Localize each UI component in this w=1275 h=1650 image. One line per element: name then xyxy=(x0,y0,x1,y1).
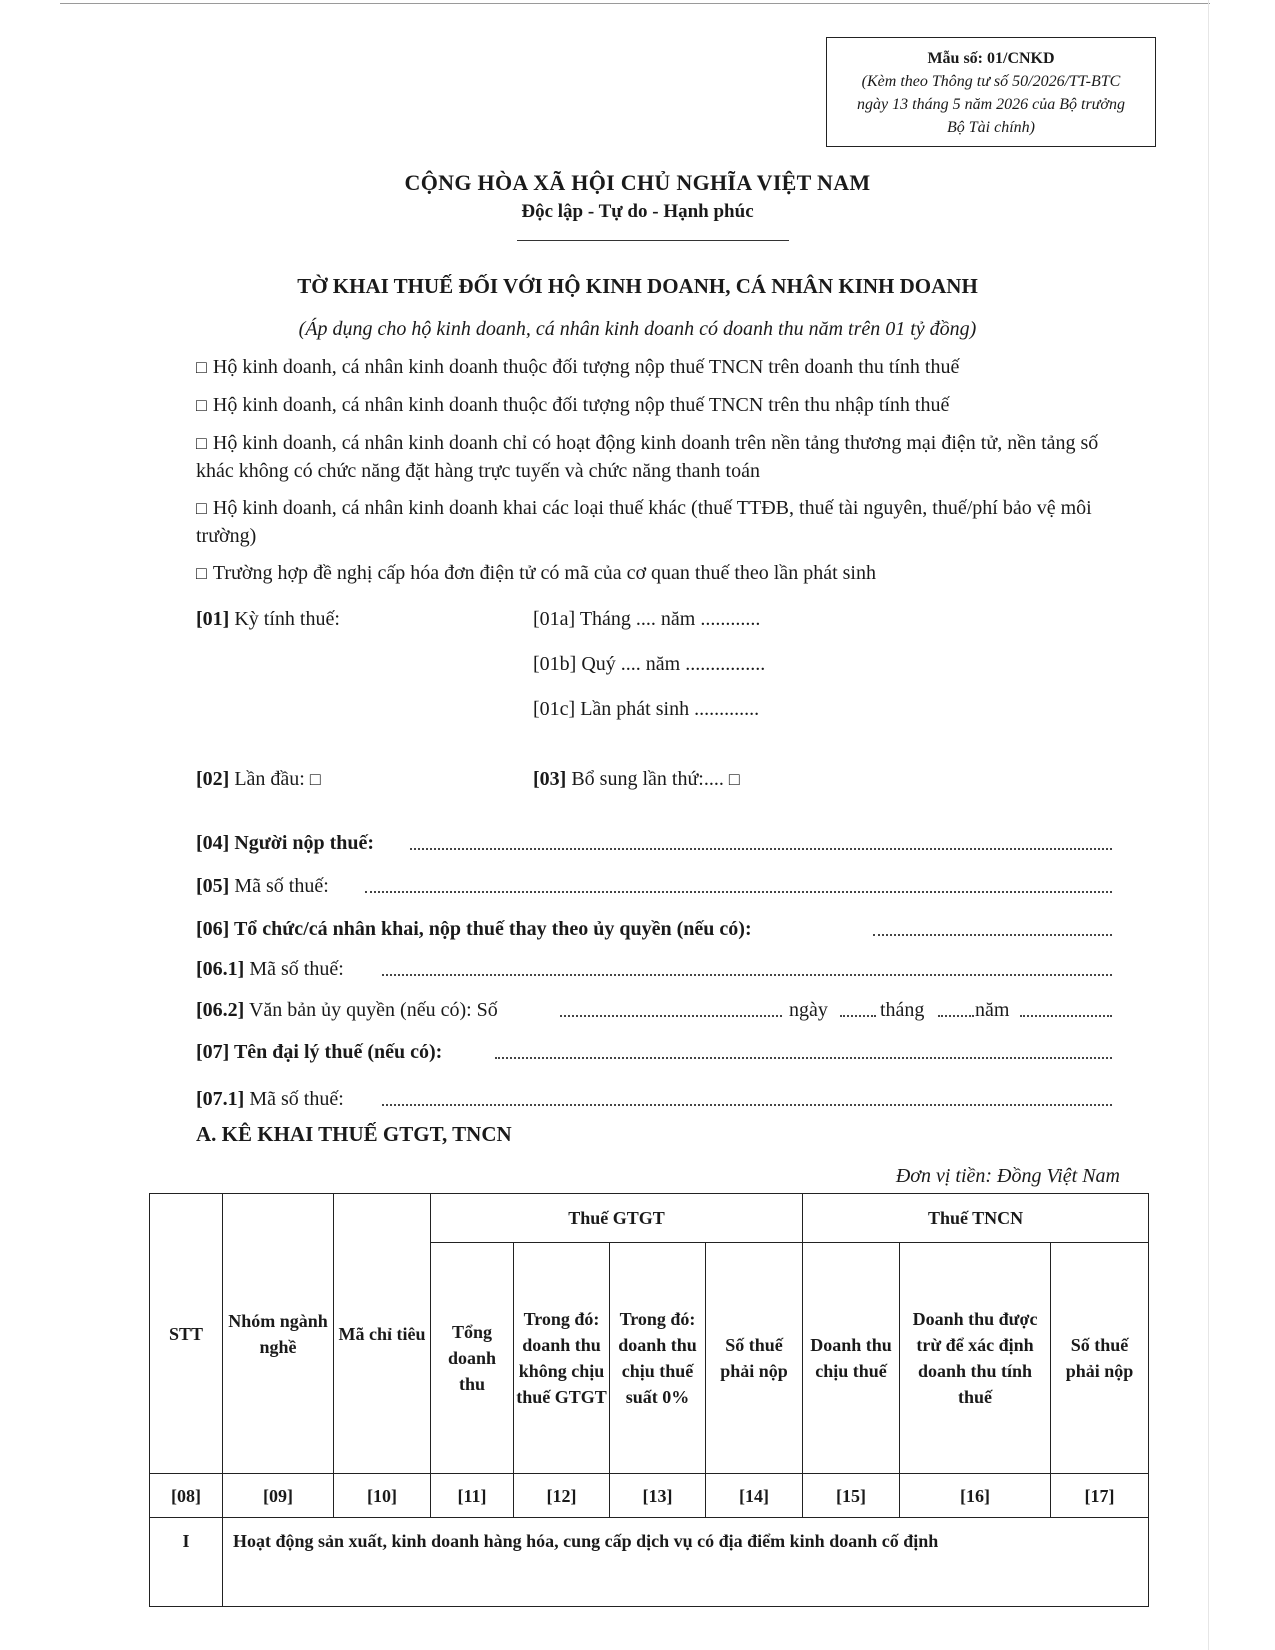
header-total-revenue: Tổng doanh thu xyxy=(431,1243,514,1474)
field-05-tax-code xyxy=(196,873,329,899)
field-04-taxpayer xyxy=(196,830,374,856)
field-06-2-authorization-doc xyxy=(196,997,498,1023)
date-year-label: năm xyxy=(975,999,1010,1021)
form-note-line-1: (Kèm theo Thông tư số 50/2026/TT-BTC xyxy=(861,73,1121,90)
field-code: [04] xyxy=(196,832,230,854)
date-day-fill-line[interactable] xyxy=(840,1015,876,1017)
tax-agent-code-fill-line[interactable] xyxy=(382,1104,1112,1106)
table-row-section-i xyxy=(150,1518,1149,1607)
tax-agent-fill-line[interactable] xyxy=(495,1057,1112,1059)
option-other-taxes xyxy=(196,494,1132,550)
checkbox-supplement[interactable]: □ xyxy=(728,769,740,789)
checkbox-option-1[interactable]: □ xyxy=(196,357,207,377)
authorized-agent-fill-line[interactable] xyxy=(873,934,1112,936)
field-code: [05] xyxy=(196,875,230,897)
form-code: Mẫu số: 01/CNKD xyxy=(927,50,1055,67)
section-i-stt: I xyxy=(150,1518,223,1607)
header-pit-payable: Số thuế phải nộp xyxy=(1051,1243,1149,1474)
header-industry-group: Nhóm ngành nghề xyxy=(223,1194,334,1474)
field-01b-quarter[interactable]: [01b] Quý .... năm ................ xyxy=(533,653,766,675)
form-code-box xyxy=(826,37,1156,147)
field-01c-occurrence[interactable]: [01c] Lần phát sinh ............. xyxy=(533,698,760,720)
field-code: [03] xyxy=(533,768,567,790)
code-11: [11] xyxy=(431,1474,514,1518)
document-title: TỜ KHAI THUẾ ĐỐI VỚI HỘ KINH DOANH, CÁ NHÂN KINH DOANH xyxy=(297,274,978,298)
currency-unit-note: Đơn vị tiền: Đồng Việt Nam xyxy=(895,1165,1120,1187)
field-label: Kỳ tính thuế: xyxy=(234,608,340,630)
field-label: Mã số thuế: xyxy=(249,1088,344,1110)
code-09: [09] xyxy=(223,1474,334,1518)
form-note-line-2: ngày 13 tháng 5 năm 2026 của Bộ trưởng xyxy=(857,96,1125,113)
header-zero-rate-revenue: Trong đó: doanh thu chịu thuế suất 0% xyxy=(610,1243,706,1474)
date-month-label: tháng xyxy=(880,999,925,1021)
table-header-row-groups xyxy=(150,1194,1149,1243)
header-group-vat: Thuế GTGT xyxy=(431,1194,803,1243)
option-label-5: Trường hợp đề nghị cấp hóa đơn điện tử có mã của cơ quan thuế theo lần phát sinh xyxy=(212,562,876,584)
code-10: [10] xyxy=(334,1474,431,1518)
option-pit-on-revenue xyxy=(196,353,1132,381)
authorization-number-fill-line[interactable] xyxy=(560,1015,782,1017)
header-vat-payable: Số thuế phải nộp xyxy=(706,1243,803,1474)
header-vat-exempt-revenue: Trong đó: doanh thu không chịu thuế GTGT xyxy=(514,1243,610,1474)
field-02-first-time xyxy=(196,766,327,792)
vat-pit-declaration-table xyxy=(149,1193,1149,1607)
code-12: [12] xyxy=(514,1474,610,1518)
field-code: [06.1] xyxy=(196,958,245,980)
field-code: [06.2] xyxy=(196,999,245,1021)
checkbox-option-5[interactable]: □ xyxy=(196,563,207,583)
checkbox-option-2[interactable]: □ xyxy=(196,395,207,415)
field-label: Mã số thuế: xyxy=(234,875,329,897)
field-label: Tên đại lý thuế (nếu có): xyxy=(233,1041,443,1063)
section-i-description: Hoạt động sản xuất, kinh doanh hàng hóa, cung cấp dịch vụ có địa điểm kinh doanh cố định xyxy=(223,1518,1149,1607)
field-06-1-tax-code xyxy=(196,956,344,982)
code-08: [08] xyxy=(150,1474,223,1518)
form-note-line-3: Bộ Tài chính) xyxy=(947,119,1035,136)
field-code: [07.1] xyxy=(196,1088,245,1110)
field-03-supplement xyxy=(533,766,746,792)
field-label: Người nộp thuế: xyxy=(234,832,375,854)
option-label-3: Hộ kinh doanh, cá nhân kinh doanh chỉ có hoạt động kinh doanh trên nền tảng thương mại điện tử, nền tảng số khác không có chức năng đặt hàng trực tuyến và chức năng thanh toán xyxy=(196,432,1099,482)
checkbox-first-time[interactable]: □ xyxy=(309,769,321,789)
code-14: [14] xyxy=(706,1474,803,1518)
field-label: Văn bản ủy quyền (nếu có): Số xyxy=(248,999,498,1021)
field-07-1-tax-code xyxy=(196,1086,344,1112)
motto: Độc lập - Tự do - Hạnh phúc xyxy=(521,201,754,222)
checkbox-option-3[interactable]: □ xyxy=(196,433,207,453)
field-label: Tổ chức/cá nhân khai, nộp thuế thay theo ủy quyền (nếu có): xyxy=(233,918,752,940)
motto-underline xyxy=(517,240,789,241)
field-01a-month[interactable]: [01a] Tháng .... năm ............ xyxy=(533,608,761,630)
date-year-fill-line[interactable] xyxy=(1020,1015,1112,1017)
field-label: Mã số thuế: xyxy=(249,958,344,980)
header-group-pit: Thuế TNCN xyxy=(803,1194,1149,1243)
field-code: [06] xyxy=(196,918,230,940)
tax-code-fill-line[interactable] xyxy=(365,891,1112,893)
option-e-invoice xyxy=(196,559,1132,587)
scan-right-edge xyxy=(1208,0,1209,1650)
date-day-label: ngày xyxy=(789,999,828,1021)
field-label: Lần đầu: xyxy=(234,768,305,790)
document-subtitle: (Áp dụng cho hộ kinh doanh, cá nhân kinh doanh có doanh thu năm trên 01 tỷ đồng) xyxy=(298,318,977,340)
taxpayer-fill-line[interactable] xyxy=(410,848,1112,850)
code-17: [17] xyxy=(1051,1474,1149,1518)
option-label-2: Hộ kinh doanh, cá nhân kinh doanh thuộc đối tượng nộp thuế TNCN trên thu nhập tính thuế xyxy=(212,394,950,416)
nation-heading: CỘNG HÒA XÃ HỘI CHỦ NGHĨA VIỆT NAM xyxy=(404,170,871,195)
field-01-tax-period xyxy=(196,606,340,632)
field-code: [02] xyxy=(196,768,230,790)
option-pit-on-income xyxy=(196,391,1132,419)
section-a-title: A. KÊ KHAI THUẾ GTGT, TNCN xyxy=(196,1122,512,1146)
scan-top-edge xyxy=(60,3,1210,4)
header-indicator-code: Mã chỉ tiêu xyxy=(334,1194,431,1474)
code-13: [13] xyxy=(610,1474,706,1518)
agent-tax-code-fill-line[interactable] xyxy=(382,974,1112,976)
option-label-1: Hộ kinh doanh, cá nhân kinh doanh thuộc đối tượng nộp thuế TNCN trên doanh thu tính thuế xyxy=(212,356,960,378)
code-15: [15] xyxy=(803,1474,900,1518)
checkbox-option-4[interactable]: □ xyxy=(196,498,207,518)
field-code: [07] xyxy=(196,1041,230,1063)
field-code: [01] xyxy=(196,608,230,630)
option-ecommerce-only xyxy=(196,429,1132,485)
date-month-fill-line[interactable] xyxy=(938,1015,974,1017)
field-06-authorized-agent xyxy=(196,916,752,942)
field-label: Bổ sung lần thứ:.... xyxy=(571,768,724,790)
table-row-codes xyxy=(150,1474,1149,1518)
option-label-4: Hộ kinh doanh, cá nhân kinh doanh khai các loại thuế khác (thuế TTĐB, thuế tài nguyên, thuế/phí bảo vệ môi trường) xyxy=(196,497,1092,547)
code-16: [16] xyxy=(900,1474,1051,1518)
field-07-tax-agent xyxy=(196,1039,442,1065)
header-taxable-revenue: Doanh thu chịu thuế xyxy=(803,1243,900,1474)
header-deductible-revenue: Doanh thu được trừ để xác định doanh thu tính thuế xyxy=(900,1243,1051,1474)
header-stt: STT xyxy=(150,1194,223,1474)
